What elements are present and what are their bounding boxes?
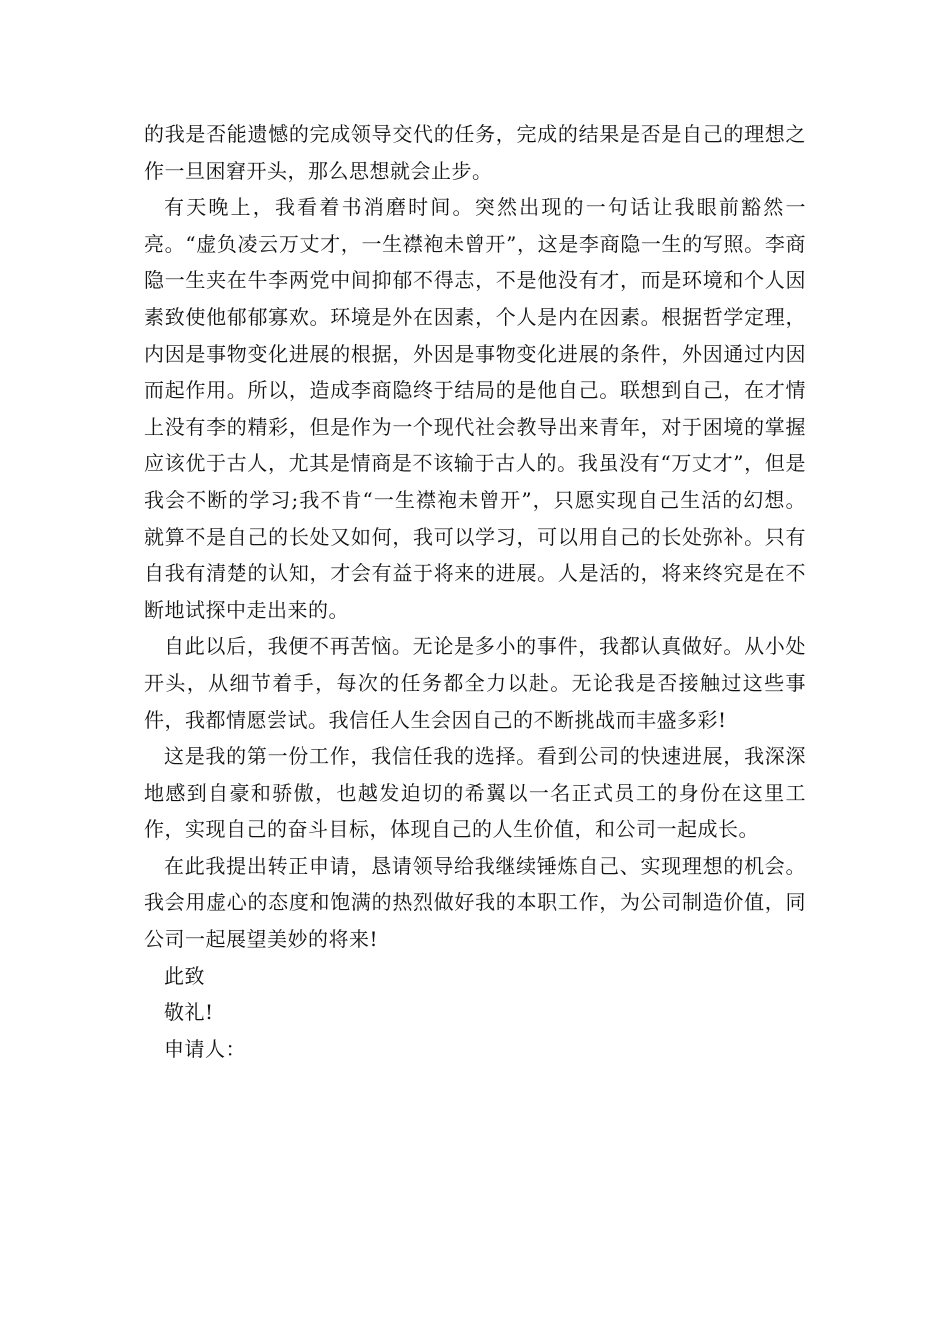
applicant-label: 申请人：: [164, 1036, 246, 1061]
closing-salutation: 此致: [164, 963, 205, 988]
paragraph-first-job: 这是我的第一份工作，我信任我的选择。看到公司的快速进展，我深深地感到自豪和骄傲，也越发迫切的希翼以一名正式员工的身份在这里工作，实现自己的奋斗目标，体现自己的人生价值，和公司一起成长。: [144, 744, 806, 842]
paragraph-resolve: 自此以后，我便不再苦恼。无论是多小的事件，我都认真做好。从小处开头，从细节着手，每次的任务都全力以赴。无论我是否接触过这些事件，我都情愿尝试。我信任人生会因自己的不断挑战而丰盛多彩!: [144, 634, 806, 732]
document-body: [144, 116, 806, 1067]
paragraph-li-shangyin: 有天晚上，我看着书消磨时间。突然出现的一句话让我眼前豁然一亮。“虚负凌云万丈才，一生襟袍未曾开”，这是李商隐一生的写照。李商隐一生夹在牛李两党中间抑郁不得志，不是他没有才，而是环境和个人因素致使他郁郁寡欢。环境是外在因素，个人是内在因素。根据哲学定理，内因是事物变化进展的根据，外因是事物变化进展的条件，外因通过内因而起作用。所以，造成李商隐终于结局的是他自己。联想到自己，在才情上没有李的精彩，但是作为一个现代社会教导出来青年，对于困境的掌握应该优于古人，尤其是情商是不该输于古人的。我虽没有“万丈才”，但是我会不断的学习;我不肯“一生襟袍未曾开”，只愿实现自己生活的幻想。就算不是自己的长处又如何，我可以学习，可以用自己的长处弥补。只有自我有清楚的认知，才会有益于将来的进展。人是活的，将来终究是在不断地试探中走出来的。: [144, 195, 806, 622]
closing-regards: 敬礼!: [164, 1000, 214, 1025]
paragraph-application: 在此我提出转正申请，恳请领导给我继续锤炼自己、实现理想的机会。我会用虚心的态度和饱满的热烈做好我的本职工作，为公司制造价值，同公司一起展望美妙的将来!: [144, 853, 806, 952]
paragraph-continuation: 的我是否能遗憾的完成领导交代的任务，完成的结果是否是自己的理想之作一旦困窘开头，那么思想就会止步。: [144, 122, 806, 183]
